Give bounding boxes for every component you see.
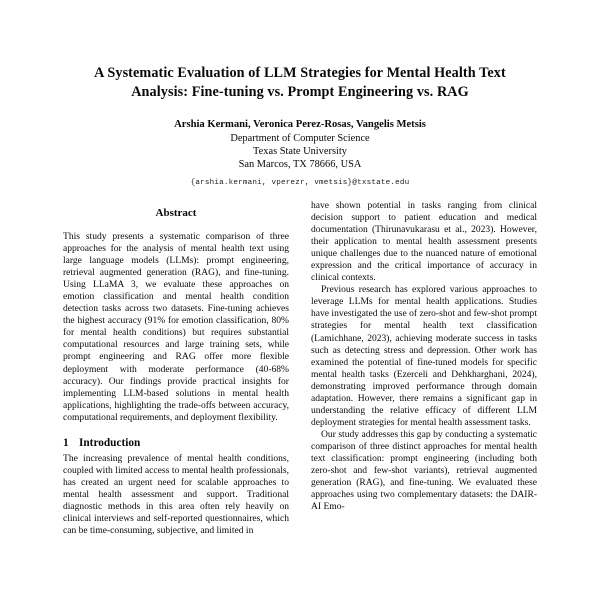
- affiliation-university: Texas State University: [253, 145, 347, 157]
- column-left: [63, 200, 289, 600]
- introduction-paragraph-2: have shown potential in tasks ranging from clinical decision support to patient education and medical documentation (Thirunavukarasu et al., 2023). However, their application to mental health assessment presents unique challenges due to the nuanced nature of emotional expression and the critical importance of accuracy in clinical contexts.: [311, 200, 537, 284]
- column-right: [311, 200, 537, 600]
- page-title: [65, 64, 535, 101]
- author-emails: {arshia.kermani, vperezr, vmetsis}@txstate.edu: [190, 178, 410, 187]
- abstract-text: This study presents a systematic comparison of three approaches for the analysis of mental health text using large language models (LLMs): prompt engineering, retrieval augmented generation (RAG), and fine-tuning. Using LLaMA 3, we evaluate these approaches on emotion classification and mental health condition detection tasks across two datasets. Fine-tuning achieves the highest accuracy (91% for emotion classification, 80% for mental health conditions) but requires substantial computational resources and large training sets, while prompt engineering and RAG offer more flexible deployment with moderate performance (40-68% accuracy). Our findings provide practical insights for implementing LLM-based solutions in mental health applications, highlighting the trade-offs between accuracy, computational requirements, and deployment flexibility.: [63, 231, 289, 423]
- affiliation-address: San Marcos, TX 78666, USA: [238, 159, 362, 171]
- title-block: [0, 0, 600, 189]
- author-list: Arshia Kermani, Veronica Perez-Rosas, Vangelis Metsis: [174, 119, 426, 130]
- affiliation-department: Department of Computer Science: [230, 132, 370, 144]
- section-number: 1: [63, 436, 69, 449]
- page-title-line-2: Analysis: Fine-tuning vs. Prompt Engineering vs. RAG: [131, 83, 469, 100]
- affiliation-block: [0, 132, 600, 172]
- two-column-body: [0, 200, 600, 600]
- page-title-line-1: A Systematic Evaluation of LLM Strategies for Mental Health Text: [94, 65, 506, 81]
- introduction-paragraph-4: Our study addresses this gap by conducting a systematic comparison of three distinct approaches for mental health text classification: prompt engineering (including both zero-shot and few-shot variants), retrieval augmented generation (RAG), and fine-tuning. We evaluated these approaches using two complementary datasets: the DAIR-AI Emo-: [311, 428, 537, 513]
- abstract-heading: Abstract: [155, 207, 197, 219]
- introduction-paragraph-3: Previous research has explored various approaches to leverage LLMs for mental health applications. Studies have investigated the use of zero-shot and few-shot prompt strategies for mental health text classification (Lamichhane, 2023), achieving moderate success in tasks such as detecting stress and depression. Other work has examined the potential of fine-tuned models for specific mental health tasks (Ezerceli and Dehkharghani, 2024), demonstrating improved performance through domain adaptation. However, there remains a significant gap in understanding the relative efficacy of different LLM deployment strategies for mental health assessment tasks.: [311, 284, 537, 428]
- section-title: Introduction: [79, 436, 141, 449]
- introduction-paragraph-1: The increasing prevalence of mental health conditions, coupled with limited access to mental health professionals, has created an urgent need for scalable approaches to mental health assessment and support. Traditional diagnostic methods in this area often rely heavily on clinical interviews and self-reported questionnaires, which can be time-consuming, subjective, and limited in: [63, 452, 289, 537]
- section-heading-introduction: [63, 436, 289, 450]
